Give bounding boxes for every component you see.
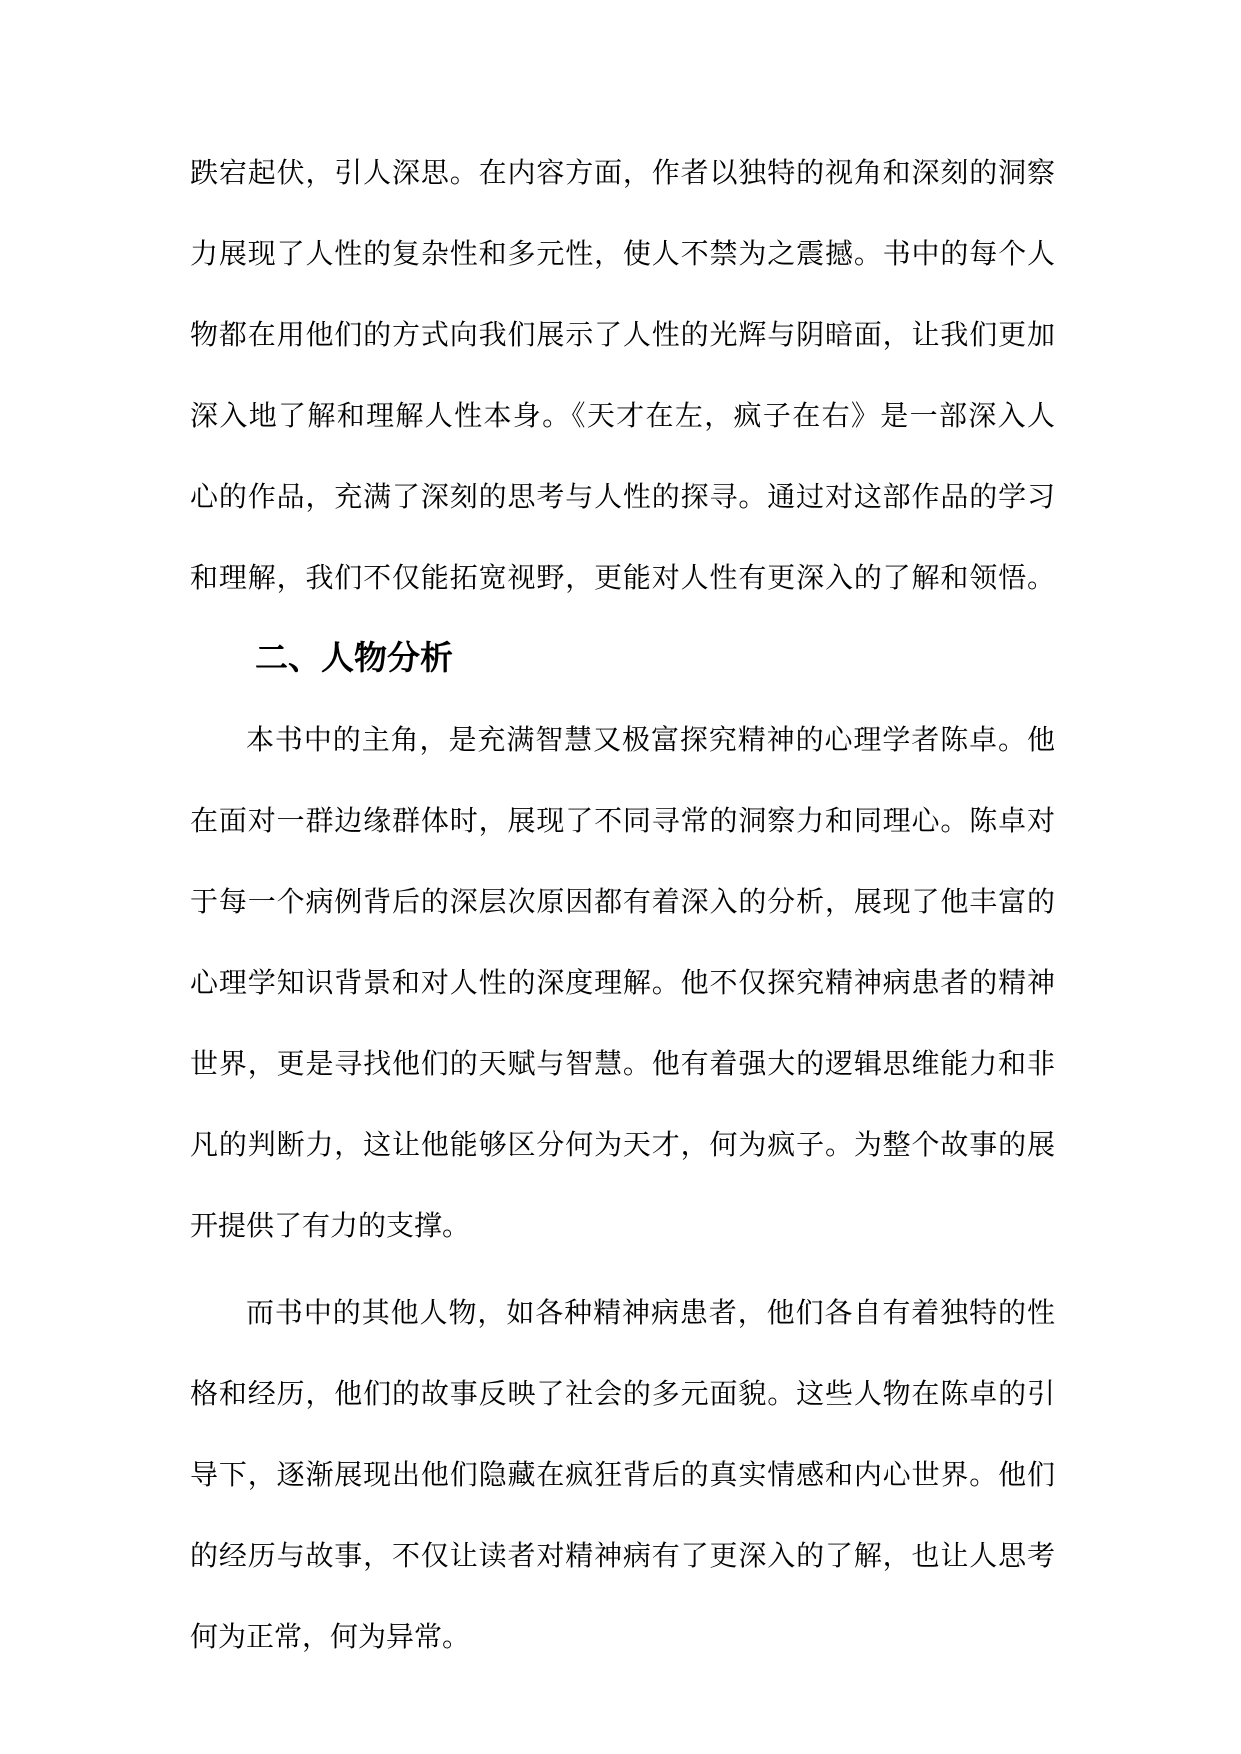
paragraph-line: 深入地了解和理解人性本身。《天才在左，疯子在右》是一部深入人 xyxy=(190,401,1057,432)
paragraph-line: 的经历与故事，不仅让读者对精神病有了更深入的了解，也让人思考 xyxy=(190,1541,1056,1572)
paragraph-line: 导下，逐渐展现出他们隐藏在疯狂背后的真实情感和内心世界。他们 xyxy=(190,1460,1056,1491)
paragraph-line: 跌宕起伏，引人深思。在内容方面，作者以独特的视角和深刻的洞察 xyxy=(190,158,1056,189)
paragraph-line: 格和经历，他们的故事反映了社会的多元面貌。这些人物在陈卓的引 xyxy=(190,1379,1056,1410)
paragraph-other-characters xyxy=(190,1273,1055,1678)
paragraph-line: 世界，更是寻找他们的天赋与智慧。他有着强大的逻辑思维能力和非 xyxy=(190,1049,1056,1080)
paragraph-intro xyxy=(190,133,1055,619)
section-heading: 二、人物分析 xyxy=(255,641,453,677)
paragraph-line: 力展现了人性的复杂性和多元性，使人不禁为之震撼。书中的每个人 xyxy=(190,239,1056,270)
paragraph-line: 本书中的主角，是充满智慧又极富探究精神的心理学者陈卓。他 xyxy=(246,725,1056,756)
paragraph-line: 而书中的其他人物，如各种精神病患者，他们各自有着独特的性 xyxy=(246,1298,1056,1329)
paragraph-line: 心的作品，充满了深刻的思考与人性的探寻。通过对这部作品的学习 xyxy=(190,482,1056,513)
paragraph-line: 心理学知识背景和对人性的深度理解。他不仅探究精神病患者的精神 xyxy=(190,968,1056,999)
paragraph-line: 和理解，我们不仅能拓宽视野，更能对人性有更深入的了解和领悟。 xyxy=(190,563,1056,594)
paragraph-line: 于每一个病例背后的深层次原因都有着深入的分析，展现了他丰富的 xyxy=(190,887,1056,918)
paragraph-line: 凡的判断力，这让他能够区分何为天才，何为疯子。为整个故事的展 xyxy=(190,1130,1056,1161)
document-body xyxy=(190,133,1055,1678)
paragraph-line: 物都在用他们的方式向我们展示了人性的光辉与阴暗面，让我们更加 xyxy=(190,320,1056,351)
paragraph-protagonist xyxy=(190,700,1055,1267)
paragraph-line: 开提供了有力的支撑。 xyxy=(190,1211,471,1242)
paragraph-line: 在面对一群边缘群体时，展现了不同寻常的洞察力和同理心。陈卓对 xyxy=(190,806,1056,837)
paragraph-line: 何为正常，何为异常。 xyxy=(190,1622,471,1653)
